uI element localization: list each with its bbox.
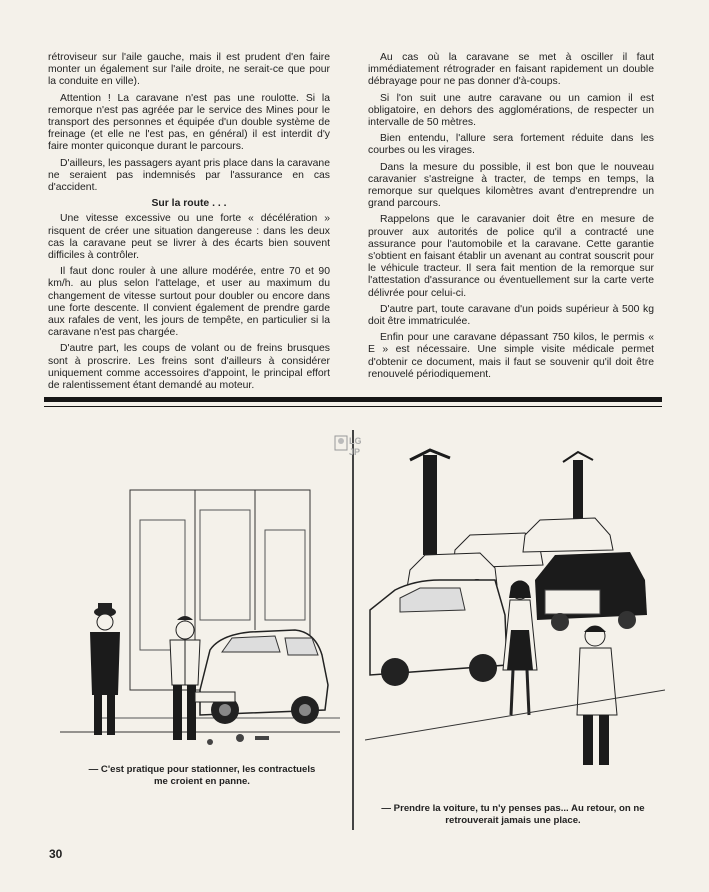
paragraph: Bien entendu, l'allure sera fortement réduite dans les courbes ou les virages. xyxy=(368,133,654,157)
paragraph: Attention ! La caravane n'est pas une roulotte. Si la remorque n'est pas agréée par le service des Mines pour le transport des personnes et équipée d'un double système de freinage (et elle ne l'est pas, en général) il est interdit d'y faire monter quiconque durant le parcours. xyxy=(48,92,330,153)
left-text-column xyxy=(48,52,330,396)
cartoon-illustration-crowded-street xyxy=(365,440,665,780)
paragraph: D'autre part, toute caravane d'un poids supérieur à 500 kg doit être immatriculée. xyxy=(368,303,654,328)
paragraph: Dans la mesure du possible, il est bon que le nouveau caravanier s'astreigne à tracter, de temps en temps, la remorque sur quelques kilomètres avant d'entreprendre un grand parcours. xyxy=(368,161,654,210)
section-divider-thick xyxy=(44,397,662,402)
paragraph: D'autre part, les coups de volant ou de freins brusques sont à proscrire. Les freins sont d'ailleurs à considérer uniquement comme accessoires d'appoint, le principal effort de ralentissement étant demandé au moteur. xyxy=(48,343,330,392)
cartoon-divider xyxy=(352,430,354,830)
caption-line: — C'est pratique pour stationner, les contractuels xyxy=(88,764,316,775)
cartoon-caption-right xyxy=(368,803,658,827)
paragraph: Si l'on suit une autre caravane ou un camion il est obligatoire, en dehors des agglomérations, de respecter un intervalle de 50 mètres. xyxy=(368,92,654,129)
paragraph: Il faut donc rouler à une allure modérée, entre 70 et 90 km/h. au plus selon l'attelage, et user au maximum du changement de vitesse surtout pour doubler ou encore dans une forte descente. Il convient également de prendre garde aux rafales de vent, les jours de tempête, en particulier si la caravane n'est pas chargée. xyxy=(48,266,330,339)
cartoon-caption-left xyxy=(62,764,342,788)
library-stamp xyxy=(334,432,368,467)
paragraph: Rappelons que le caravanier doit être en mesure de prouver aux autorités de police qu'il a contracté une assurance pour l'automobile et la caravane. Cette garantie s'obtient en faisant établir un avenant au contrat souscrit pour le véhicule tracteur. Il sera fait mention de la remorque sur l'attestation d'assurance ou éventuellement sur la carte verte délivrée pour celui-ci. xyxy=(368,214,654,299)
caption-line: — Prendre la voiture, tu n'y penses pas... Au retour, on ne xyxy=(381,803,645,814)
paragraph: rétroviseur sur l'aile gauche, mais il est prudent d'en faire monter un également sur l'aile droite, ne serait-ce que pour la conduite en ville). xyxy=(48,52,330,88)
caption-line: retrouverait jamais une place. xyxy=(445,815,581,826)
paragraph: Au cas où la caravane se met à osciller il faut immédiatement rétrograder en faisant rapidement un double débrayage pour ne pas donner d'à-coups. xyxy=(368,52,654,88)
section-divider-thin xyxy=(44,406,662,407)
svg-text:LG: LG xyxy=(349,436,362,446)
svg-text:JP: JP xyxy=(349,447,361,457)
caption-line: me croient en panne. xyxy=(154,776,250,787)
paragraph: Enfin pour une caravane dépassant 750 kilos, le permis « E » est nécessaire. Une simple visite médicale permet d'obtenir ce document, mais il faut se souvenir qu'il doit être renouvelé périodiquement. xyxy=(368,332,654,380)
cartoon-illustration-parked-car xyxy=(60,470,340,760)
right-text-column xyxy=(368,52,654,385)
paragraph: D'ailleurs, les passagers ayant pris place dans la caravane ne seraient pas indemnisés par l'assurance en cas d'accident. xyxy=(48,157,330,194)
page-number: 30 xyxy=(49,847,63,861)
section-heading: Sur la route . . . xyxy=(151,198,227,210)
paragraph: Une vitesse excessive ou une forte « décélération » risquent de créer une situation dangereuse : dans les deux cas la caravane peut se livrer à des écarts bien souvent difficiles à contrôler. xyxy=(48,213,330,262)
